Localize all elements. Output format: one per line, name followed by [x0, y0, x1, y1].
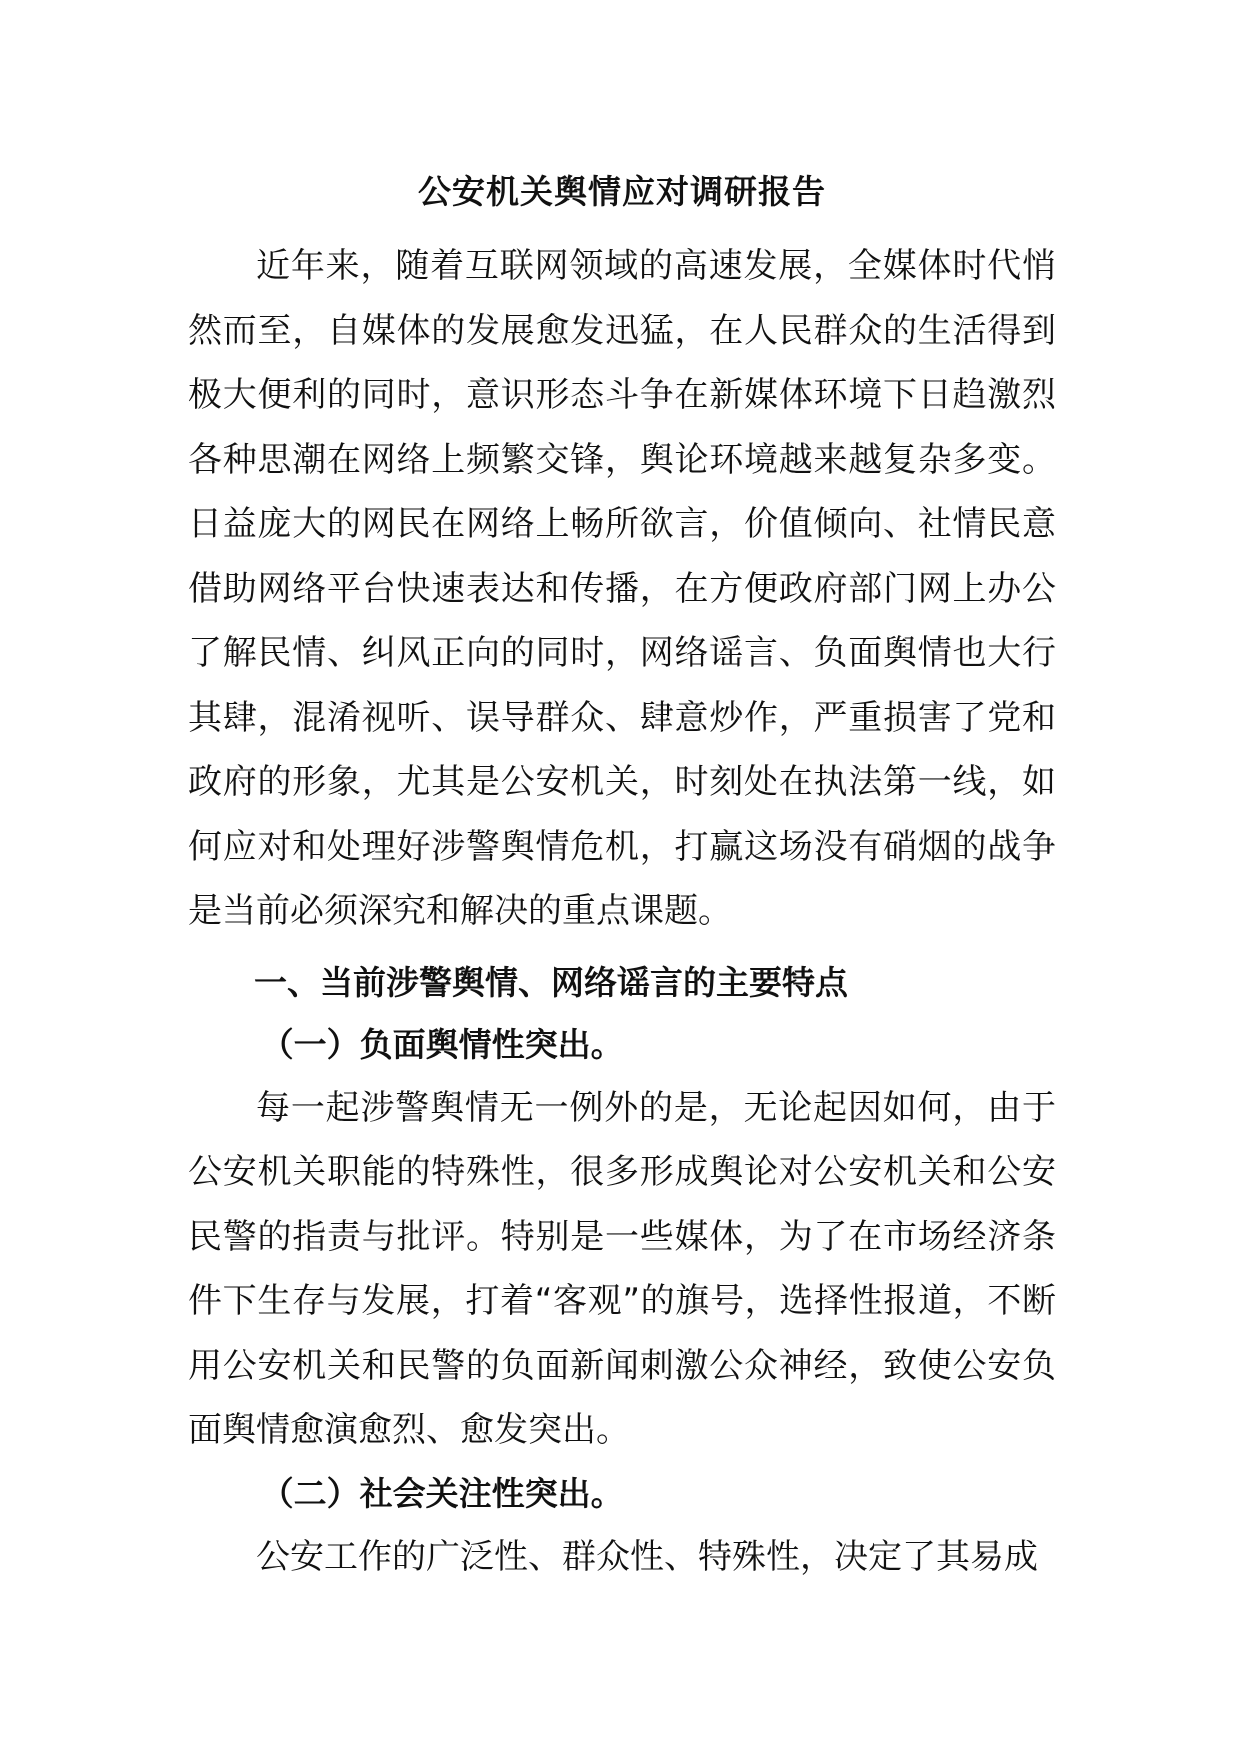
- intro-paragraph: 近年来，随着互联网领域的高速发展，全媒体时代悄然而至，自媒体的发展愈发迅猛，在人民群众的生活得到极大便利的同时，意识形态斗争在新媒体环境下日趋激烈各种思潮在网络上频繁交锋，舆论环境越来越复杂多变。日益庞大的网民在网络上畅所欲言，价值倾向、社情民意借助网络平台快速表达和传播，在方便政府部门网上办公了解民情、纠风正向的同时，网络谣言、负面舆情也大行其肆，混淆视听、误导群众、肆意炒作，严重损害了党和政府的形象，尤其是公安机关，时刻处在执法第一线，如何应对和处理好涉警舆情危机，打赢这场没有硝烟的战争是当前必须深究和解决的重点课题。: [188, 246, 1056, 931]
- subsection-paragraph-2: 公安工作的广泛性、群众性、特殊性，决定了其易成: [256, 1536, 1038, 1577]
- document-page: [188, 170, 1056, 1589]
- document-title: 公安机关舆情应对调研报告: [418, 172, 826, 211]
- subsection-heading-2: （二）社会关注性突出。: [260, 1473, 624, 1513]
- subsection-paragraph-1: 每一起涉警舆情无一例外的是，无论起因如何，由于公安机关职能的特殊性，很多形成舆论对公安机关和公安民警的指责与批评。特别是一些媒体，为了在市场经济条件下生存与发展，打着“客观”的旗号，选择性报道，不断用公安机关和民警的负面新闻刺激公众神经，致使公安负面舆情愈演愈烈、愈发突出。: [188, 1087, 1056, 1450]
- section-heading-1: 一、当前涉警舆情、网络谣言的主要特点: [254, 962, 848, 1002]
- subsection-heading-1: （一）负面舆情性突出。: [260, 1024, 624, 1064]
